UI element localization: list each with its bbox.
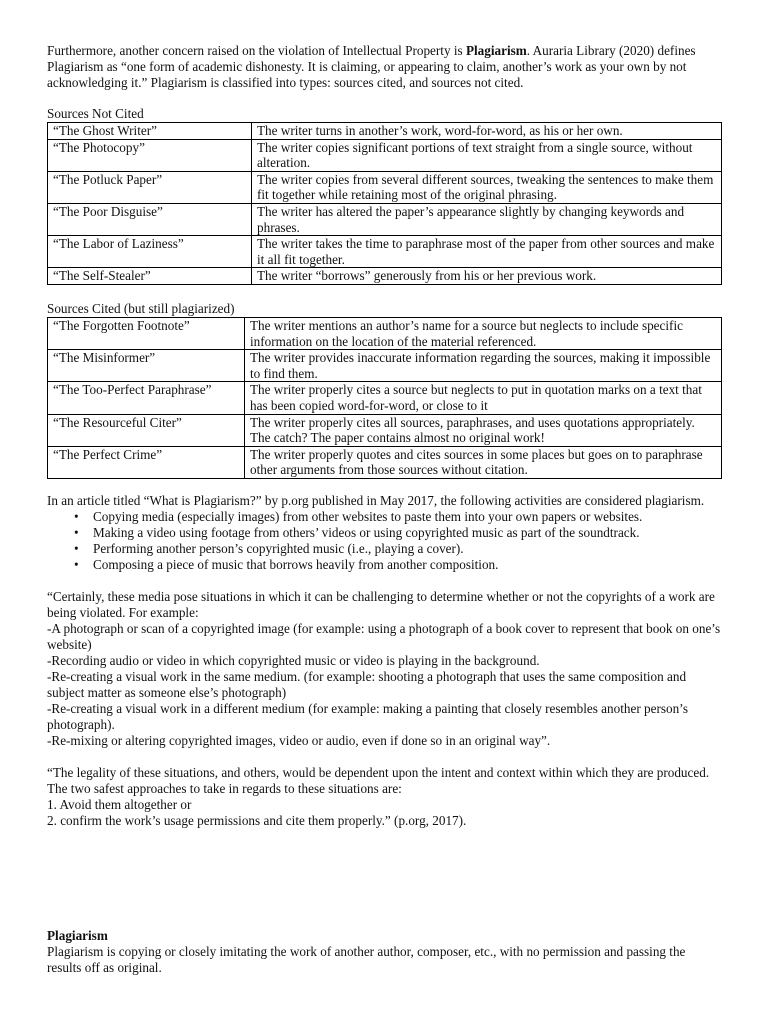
plagiarism-type-description: The writer has altered the paper’s appearance slightly by changing keywords and phrases.	[252, 203, 722, 235]
table-row	[48, 171, 722, 203]
plagiarism-type-description: The writer properly cites all sources, paraphrases, and uses quotations appropriately. The catch? The paper contains almost no original work!	[245, 414, 722, 446]
quote-line: 1. Avoid them altogether or	[47, 796, 192, 812]
plagiarism-type-name: “The Too-Perfect Paraphrase”	[48, 382, 245, 414]
list-item	[74, 508, 722, 525]
table-row	[48, 268, 722, 285]
bullet-icon: •	[74, 524, 79, 540]
list-item-text: Making a video using footage from others’ videos or using copyrighted music as part of the soundtrack.	[93, 524, 640, 540]
sources-cited-table	[47, 317, 722, 479]
plagiarism-type-name: “The Potluck Paper”	[48, 171, 252, 203]
sources-not-cited-table	[47, 122, 722, 285]
quote-block-approaches	[47, 765, 722, 829]
quote-block-examples	[47, 589, 722, 749]
plagiarism-type-name: “The Resourceful Citer”	[48, 414, 245, 446]
plagiarism-type-name: “The Perfect Crime”	[48, 446, 245, 478]
bullet-icon: •	[74, 508, 79, 524]
list-item	[74, 556, 722, 573]
table-row	[48, 139, 722, 171]
plagiarism-type-description: The writer takes the time to paraphrase most of the paper from other sources and make it all fit together.	[252, 236, 722, 268]
plagiarism-type-name: “The Forgotten Footnote”	[48, 317, 245, 349]
definition-text: Plagiarism is copying or closely imitating the work of another author, composer, etc., with no permission and passing the results off as original.	[47, 943, 686, 975]
intro-text-part2: . Auraria Library (2020) defines Plagiarism as “one form of academic dishonesty. It is claiming, or appearing to claim, another’s work as your own by not acknowledging it.” Plagiarism is classified into types: sources cited, and sources not cited.	[47, 43, 696, 90]
intro-bold-term: Plagiarism	[465, 43, 527, 58]
list-item-text: Copying media (especially images) from other websites to paste them into your own papers or websites.	[93, 508, 643, 524]
plagiarism-type-description: The writer copies from several different sources, tweaking the sentences to make them fit together while retaining most of the original phrasing.	[252, 171, 722, 203]
plagiarism-type-description: The writer properly cites a source but neglects to put in quotation marks on a text that has been copied word-for-word, or close to it	[245, 382, 722, 414]
plagiarism-type-description: The writer turns in another’s work, word-for-word, as his or her own.	[252, 123, 722, 140]
table-row	[48, 382, 722, 414]
intro-paragraph	[47, 43, 722, 91]
table-row	[48, 446, 722, 478]
table-row	[48, 317, 722, 349]
plagiarism-type-description: The writer mentions an author’s name for a source but neglects to include specific information on the location of the material referenced.	[245, 317, 722, 349]
list-item-text: Composing a piece of music that borrows heavily from another composition.	[93, 556, 499, 572]
plagiarism-type-description: The writer properly quotes and cites sources in some places but goes on to paraphrase other arguments from those sources without citation.	[245, 446, 722, 478]
quote-line: “The legality of these situations, and others, would be dependent upon the intent and context within which they are produced. The two safest approaches to take in regards to these situations are:	[47, 764, 710, 796]
plagiarism-type-name: “The Labor of Laziness”	[48, 236, 252, 268]
table-row	[48, 123, 722, 140]
plagiarism-type-description: The writer provides inaccurate information regarding the sources, making it impossible to find them.	[245, 350, 722, 382]
bullet-icon: •	[74, 556, 79, 572]
plagiarism-type-name: “The Photocopy”	[48, 139, 252, 171]
plagiarism-activities-list	[47, 509, 722, 573]
list-item	[74, 524, 722, 541]
article-lead-paragraph: In an article titled “What is Plagiarism?” by p.org published in May 2017, the following activities are considered plagiarism.	[47, 492, 705, 508]
sources-not-cited-caption: Sources Not Cited	[47, 106, 144, 121]
quote-line: -Re-creating a visual work in the same medium. (for example: shooting a photograph that uses the same composition and subject matter as someone else’s photograph)	[47, 668, 687, 700]
sources-cited-caption: Sources Cited (but still plagiarized)	[47, 300, 235, 316]
table-row	[48, 414, 722, 446]
list-item-text: Performing another person’s copyrighted music (i.e., playing a cover).	[93, 540, 464, 556]
plagiarism-type-name: “The Poor Disguise”	[48, 203, 252, 235]
table-row	[48, 236, 722, 268]
quote-line: -A photograph or scan of a copyrighted image (for example: using a photograph of a book cover to represent that book on one’s website)	[47, 620, 721, 652]
plagiarism-type-name: “The Misinformer”	[48, 350, 245, 382]
table-row	[48, 203, 722, 235]
plagiarism-type-name: “The Ghost Writer”	[48, 123, 252, 140]
intro-text-part1: Furthermore, another concern raised on the violation of Intellectual Property is	[47, 43, 466, 58]
table-row	[48, 350, 722, 382]
quote-line: -Re-mixing or altering copyrighted images, video or audio, even if done so in an original way”.	[47, 732, 551, 748]
quote-line: “Certainly, these media pose situations in which it can be challenging to determine whether or not the copyrights of a work are being violated. For example:	[47, 588, 715, 620]
plagiarism-type-name: “The Self-Stealer”	[48, 268, 252, 285]
quote-line: -Re-creating a visual work in a different medium (for example: making a painting that closely resembles another person’s photograph).	[47, 700, 688, 732]
bullet-icon: •	[74, 540, 79, 556]
plagiarism-type-description: The writer copies significant portions of text straight from a single source, without alteration.	[252, 139, 722, 171]
quote-line: -Recording audio or video in which copyrighted music or video is playing in the background.	[47, 652, 540, 668]
plagiarism-type-description: The writer “borrows” generously from his or her previous work.	[252, 268, 722, 285]
definition-heading: Plagiarism	[47, 927, 108, 943]
list-item	[74, 540, 722, 557]
document-page	[47, 43, 722, 976]
quote-line: 2. confirm the work’s usage permissions and cite them properly.” (p.org, 2017).	[47, 812, 467, 828]
